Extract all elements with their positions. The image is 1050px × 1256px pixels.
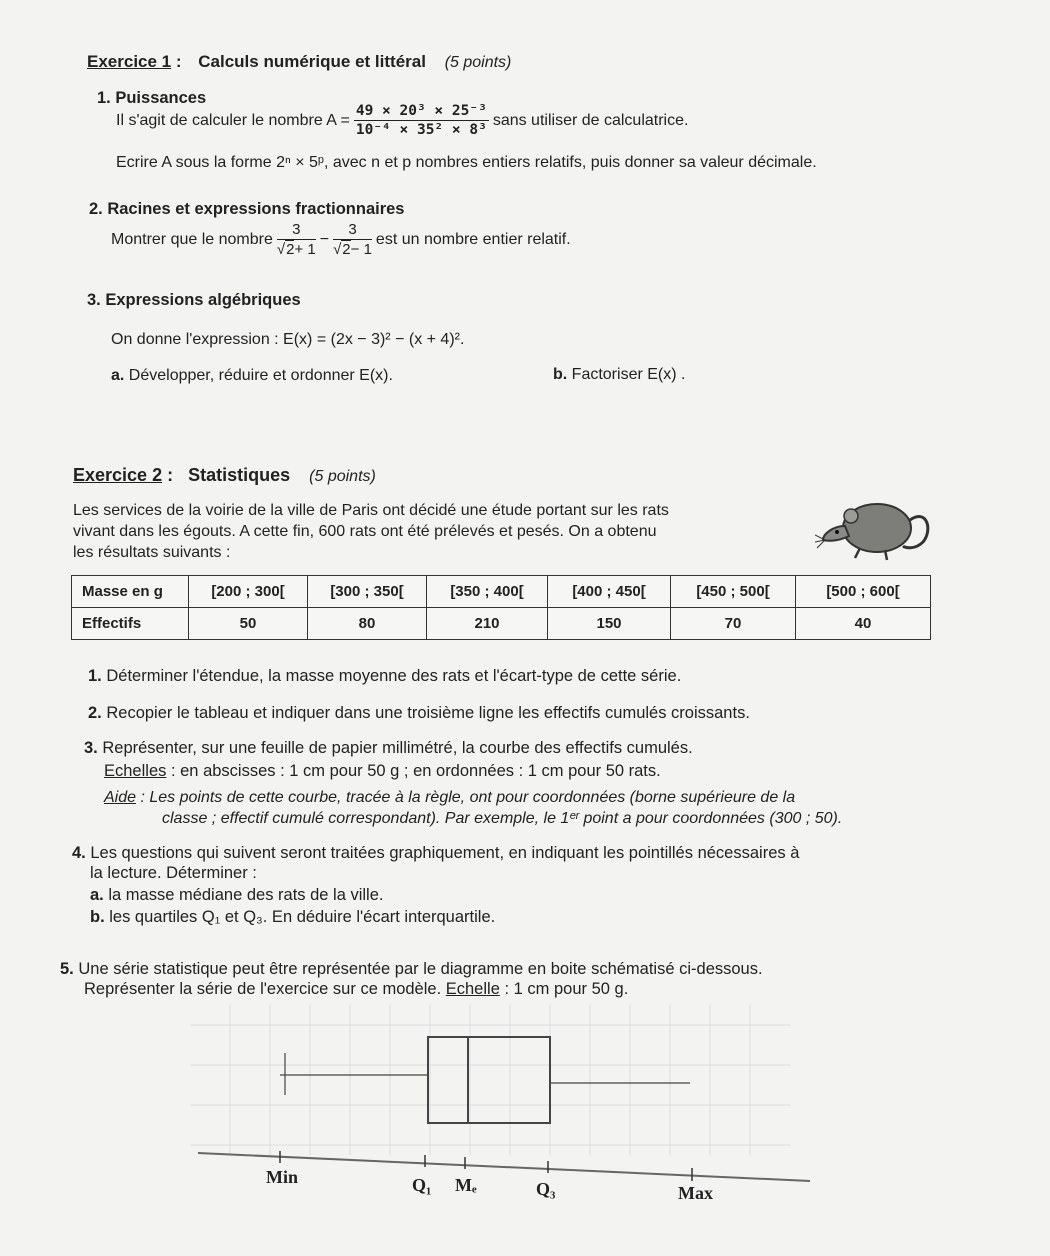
table-row: [72, 608, 931, 640]
question-3a: a. Développer, réduire et ordonner E(x).: [111, 367, 393, 384]
ex2-question-4-line2: la lecture. Déterminer :: [90, 864, 257, 882]
exercise-2-title: Statistiques: [188, 465, 291, 485]
table-cell: Effectifs: [72, 608, 189, 640]
exercise-1-label: Exercice 1: [87, 52, 172, 71]
exercise-2-points: (5 points): [309, 468, 376, 485]
table-cell: 150: [548, 608, 671, 640]
question-3-expression: On donne l'expression : E(x) = (2x − 3)² − (x + 4)².: [111, 331, 465, 348]
table-cell: 70: [671, 608, 796, 640]
exercise-1-heading: Exercice 1 : Calculs numérique et littéral (5 points): [87, 52, 512, 71]
ex2-question-3-aide-line2: classe ; effectif cumulé correspondant). Par exemple, le 1ᵉʳ point a pour coordonnées (300 ; 50).: [162, 810, 843, 827]
ex2-question-1: 1. Déterminer l'étendue, la masse moyenne des rats et l'écart-type de cette série.: [88, 667, 682, 685]
ex2-question-4a: a. la masse médiane des rats de la ville.: [90, 886, 384, 904]
table-row: [72, 576, 931, 608]
ex2-question-5: 5. Une série statistique peut être représentée par le diagramme en boite schématisé ci-dessous.: [60, 960, 763, 978]
question-1-title: 1. Puissances: [97, 89, 207, 107]
table-cell: Masse en g: [72, 576, 189, 608]
question-1-line1: Il s'agit de calculer le nombre A = $\frac{\text{49 × 20³ × 25⁻³}}{\text{10⁻⁴ × 35² × 8³}}$ sans utiliser de calculatrice.: [116, 103, 689, 138]
data-table: [71, 575, 931, 640]
ex2-question-3: 3. Représenter, sur une feuille de papier millimétré, la courbe des effectifs cumulés.: [84, 739, 693, 757]
table-cell: [200 ; 300[: [189, 576, 308, 608]
question-3b: b. Factoriser E(x) .: [553, 366, 686, 383]
ex2-question-4: 4. Les questions qui suivent seront traitées graphiquement, en indiquant les pointillés nécessaires à: [72, 844, 800, 862]
exercise-1-title: Calculs numérique et littéral: [198, 52, 426, 71]
table-cell: [450 ; 500[: [671, 576, 796, 608]
q3-label: Q₃: [536, 1179, 556, 1199]
fraction-1: $\frac{3}{√2+ 1}$: [276, 221, 316, 258]
exercise-2-label: Exercice 2: [73, 465, 163, 485]
box: [428, 1037, 550, 1123]
exercise-1-points: (5 points): [444, 54, 512, 71]
table-cell: 50: [189, 608, 308, 640]
fraction-2: $\frac{3}{√2- 1}$: [333, 221, 372, 258]
ex2-question-2: 2. Recopier le tableau et indiquer dans une troisième ligne les effectifs cumulés croissants.: [88, 704, 750, 722]
min-label: Min: [266, 1167, 299, 1187]
question-3-title: 3. Expressions algébriques: [87, 291, 301, 309]
rat-illustration: [815, 490, 935, 570]
max-label: Max: [678, 1183, 713, 1203]
table-cell: [400 ; 450[: [548, 576, 671, 608]
ex2-question-4b: b. les quartiles Q₁ et Q₃. En déduire l'écart interquartile.: [90, 908, 496, 926]
ex2-question-3-scale: Echelles : en abscisses : 1 cm pour 50 g ; en ordonnées : 1 cm pour 50 rats.: [104, 762, 661, 780]
ex2-question-5-line2: Représenter la série de l'exercice sur ce modèle. Echelle : 1 cm pour 50 g.: [84, 980, 629, 998]
table-cell: 210: [427, 608, 548, 640]
table-cell: [350 ; 400[: [427, 576, 548, 608]
fraction-a: $\frac{\text{49 × 20³ × 25⁻³}}{\text{10⁻⁴ × 35² × 8³}}$: [355, 103, 487, 138]
question-2-title: 2. Racines et expressions fractionnaires: [89, 200, 405, 218]
exercise-2-intro: Les services de la voirie de la ville de Paris ont décidé une étude portant sur les rats vivant dans les égouts. A cette fin, 600 rats ont été prélevés et pesés. On a obtenu les résultats suivants :: [73, 502, 669, 561]
table-cell: 80: [308, 608, 427, 640]
exercise-2-heading: Exercice 2 : Statistiques (5 points): [73, 465, 376, 485]
q1-label: Q₁: [412, 1175, 432, 1195]
table-cell: 40: [796, 608, 931, 640]
ex2-question-3-aide: Aide : Les points de cette courbe, tracée à la règle, ont pour coordonnées (borne supérieure de la: [104, 789, 796, 806]
question-2-line: Montrer que le nombre $\frac{3}{√2+ 1}$ − $\frac{3}{√2- 1}$ est un nombre entier relatif.: [111, 221, 571, 258]
question-1-line2: Ecrire A sous la forme 2ⁿ × 5ᵖ, avec n et p nombres entiers relatifs, puis donner sa valeur décimale.: [116, 154, 817, 171]
boxplot-diagram: [190, 1005, 830, 1235]
graph-paper-grid: [190, 1005, 790, 1155]
table-cell: [300 ; 350[: [308, 576, 427, 608]
median-label: Mₑ: [455, 1175, 477, 1195]
table-cell: [500 ; 600[: [796, 576, 931, 608]
